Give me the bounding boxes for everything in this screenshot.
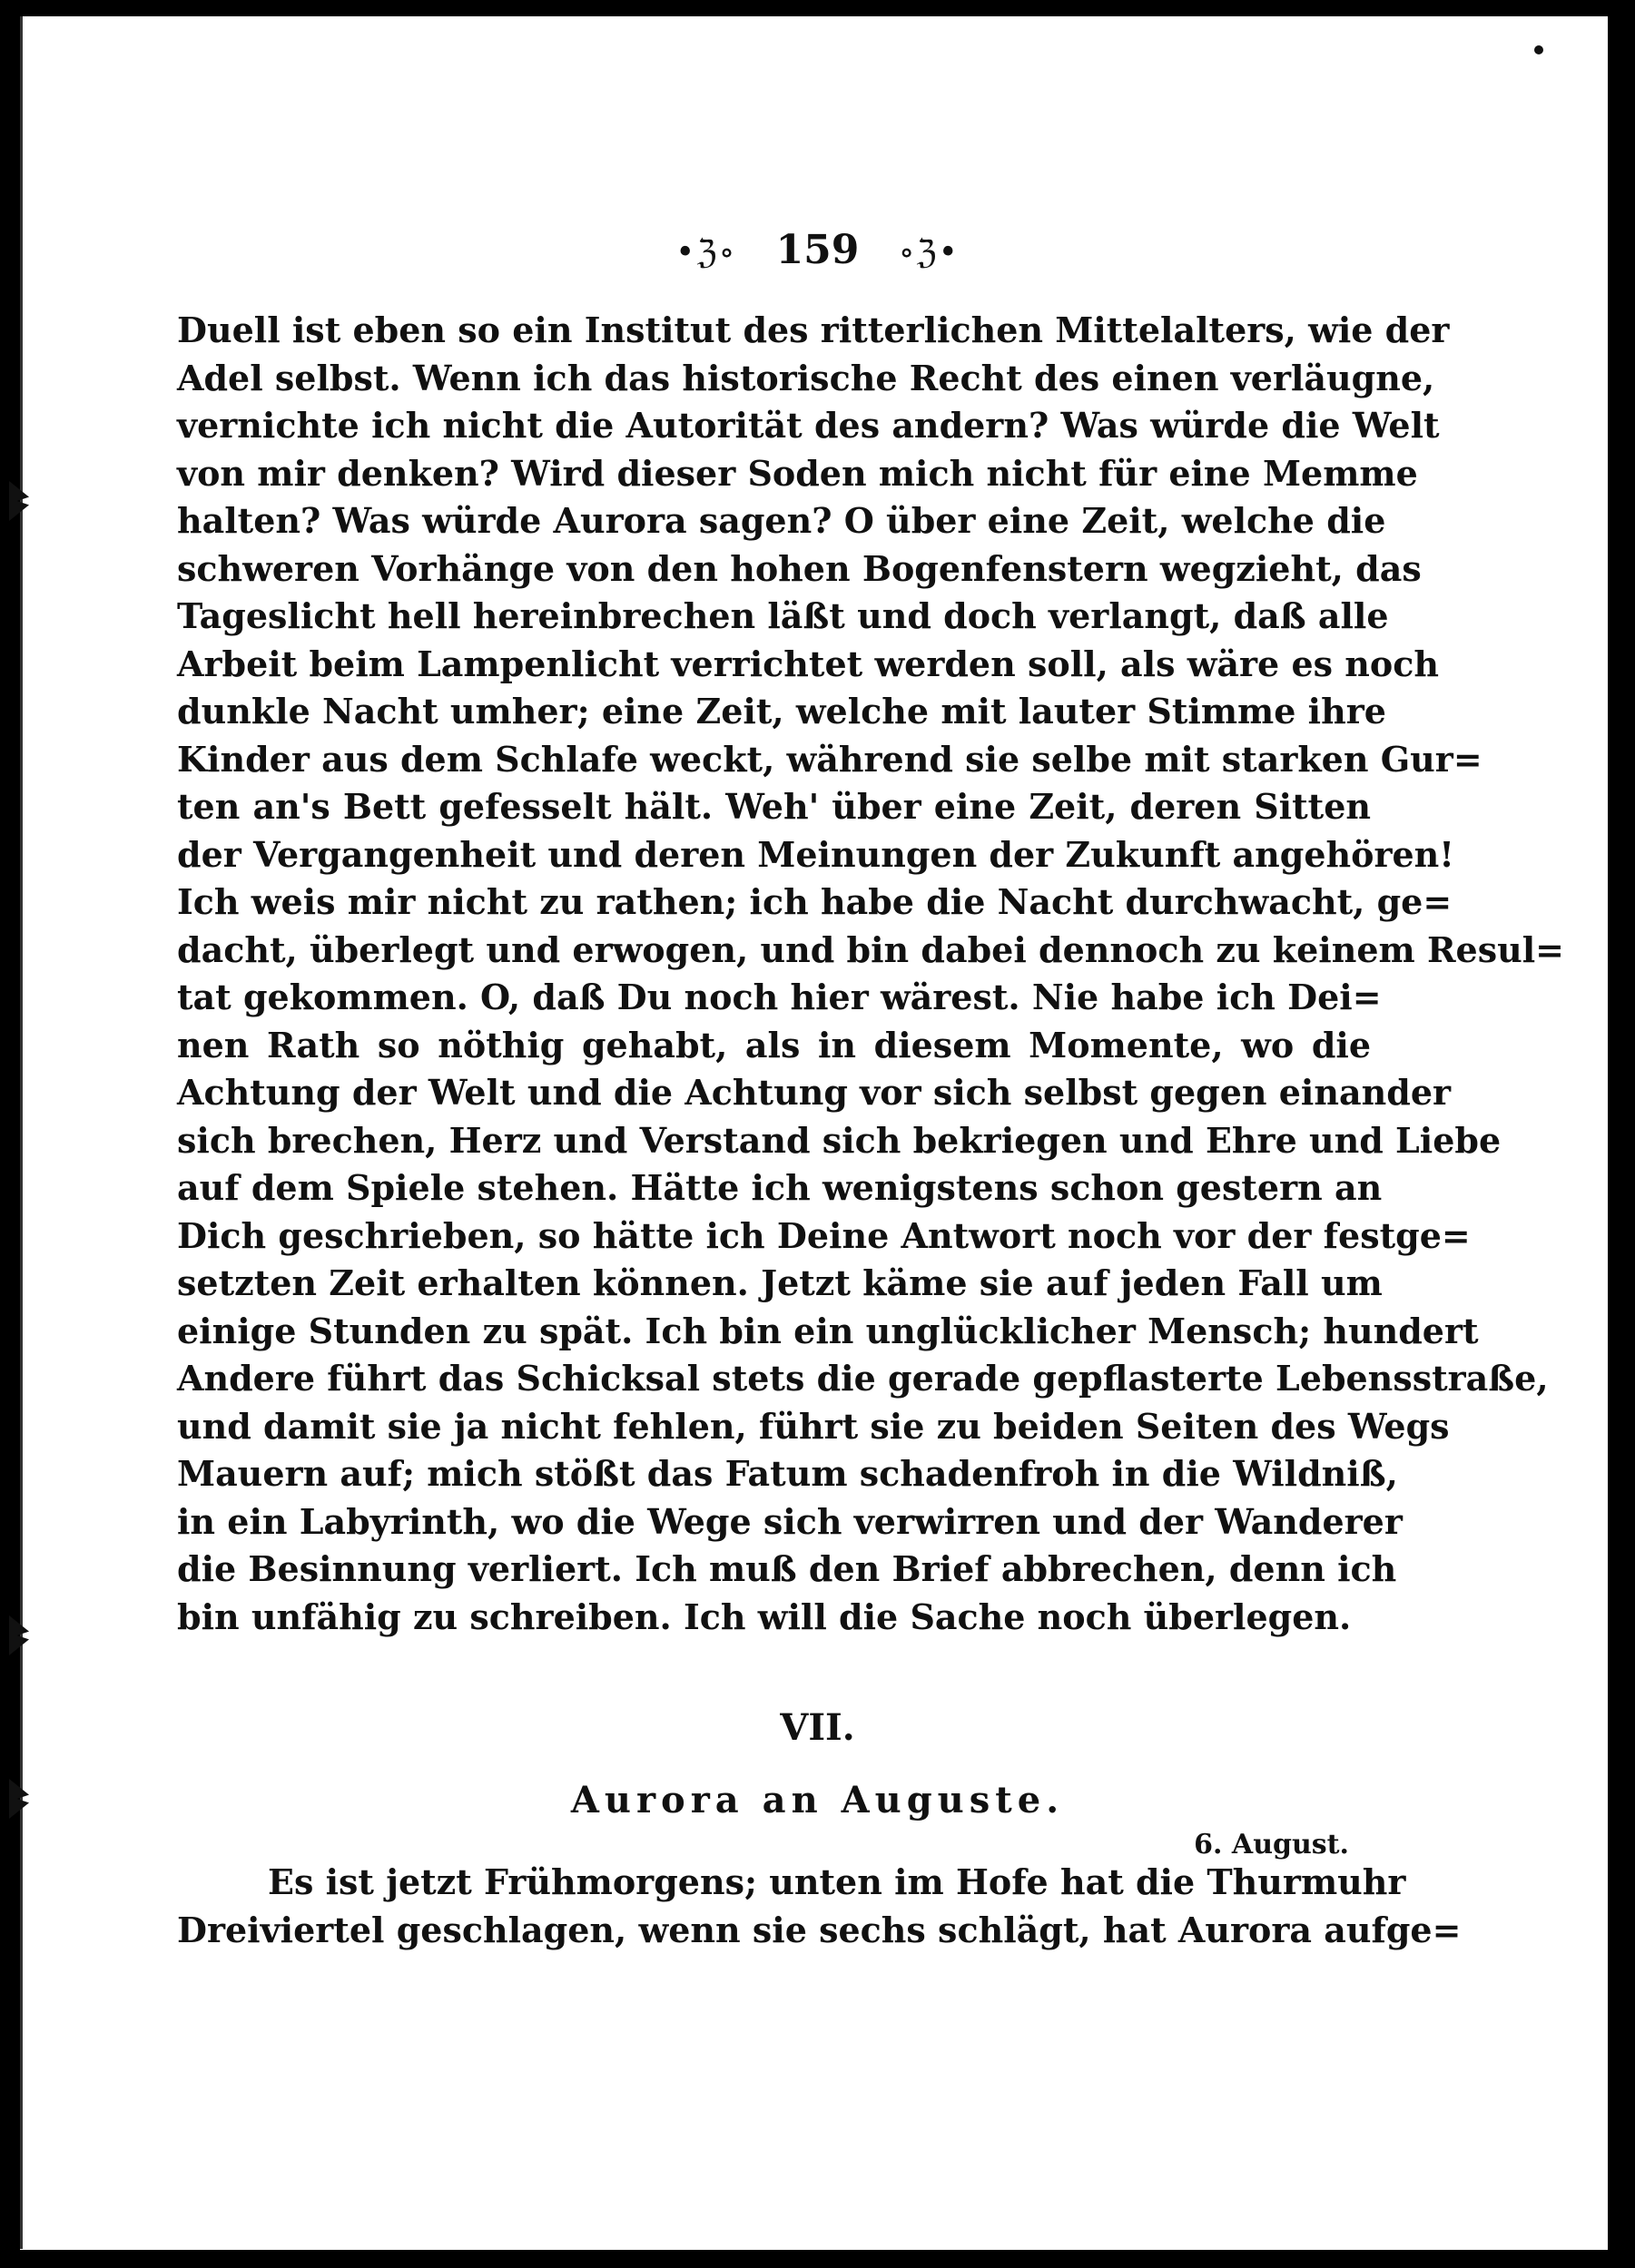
text-line: von mir denken? Wird dieser Soden mich nicht für eine Memme	[177, 452, 1418, 494]
section-title: Aurora an Auguste.	[570, 1779, 1065, 1821]
scan-border-right	[1608, 0, 1635, 2268]
text-line: Es ist jetzt Frühmorgens; unten im Hofe hat die Thurmuhr	[268, 1861, 1406, 1902]
text-line: die Besinnung verliert. Ich muß den Brief abbrechen, denn ich	[177, 1548, 1397, 1589]
text-line: sich brechen, Herz und Verstand sich bekriegen und Ehre und Liebe	[177, 1119, 1502, 1161]
text-line: auf dem Spiele stehen. Hätte ich wenigstens schon gestern an	[177, 1167, 1383, 1208]
text-line: setzten Zeit erhalten können. Jetzt käme sie auf jeden Fall um	[177, 1262, 1383, 1303]
text-line: in ein Labyrinth, wo die Wege sich verwirren und der Wanderer	[177, 1500, 1403, 1542]
page-header	[0, 227, 1635, 273]
letter-dateline: 6. August.	[1194, 1829, 1349, 1861]
letter-body-text	[177, 1859, 1462, 1954]
text-line: der Vergangenheit und deren Meinungen der Zukunft angehören!	[177, 833, 1454, 875]
text-line: bin unfähig zu schreiben. Ich will die Sache noch überlegen.	[177, 1595, 1352, 1637]
scan-border-bottom	[0, 2250, 1635, 2268]
scan-border-top	[0, 0, 1635, 16]
binding-edge-line	[20, 16, 23, 2249]
scan-border-left	[0, 0, 20, 2268]
body-text	[177, 307, 1565, 1641]
text-line: halten? Was würde Aurora sagen? O über eine Zeit, welche die	[177, 500, 1386, 541]
text-line: Ich weis mir nicht zu rathen; ich habe die Nacht durchwacht, ge=	[177, 881, 1453, 922]
text-line: Adel selbst. Wenn ich das historische Recht des einen verläugne,	[177, 357, 1435, 398]
text-line: Duell ist eben so ein Institut des ritterlichen Mittelalters, wie der	[177, 309, 1450, 350]
text-line: schweren Vorhänge von den hohen Bogenfenstern wegzieht, das	[177, 547, 1422, 589]
scan-speck	[1534, 45, 1543, 54]
header-ornament-right: ∘ℨ•	[898, 234, 960, 271]
text-line: nen Rath so nöthig gehabt, als in diesem Momente, wo die	[177, 1024, 1371, 1065]
text-line: vernichte ich nicht die Autorität des andern? Was würde die Welt	[177, 405, 1440, 446]
page-number: 159	[775, 227, 860, 273]
section-number: VII.	[780, 1706, 855, 1749]
text-line: Tageslicht hell hereinbrechen läßt und doch verlangt, daß alle	[177, 595, 1389, 636]
text-line: und damit sie ja nicht fehlen, führt sie zu beiden Seiten des Wegs	[177, 1405, 1450, 1447]
text-line: Dich geschrieben, so hätte ich Deine Antwort noch vor der festge=	[177, 1214, 1471, 1256]
text-line: tat gekommen. O, daß Du noch hier wärest. Nie habe ich Dei=	[177, 977, 1382, 1017]
text-line: einige Stunden zu spät. Ich bin ein unglücklicher Mensch; hundert	[177, 1310, 1479, 1351]
text-line: Mauern auf; mich stößt das Fatum schadenfroh in die Wildniß,	[177, 1453, 1398, 1494]
text-line: dunkle Nacht umher; eine Zeit, welche mit lauter Stimme ihre	[177, 691, 1386, 731]
text-line: dacht, überlegt und erwogen, und bin dabei dennoch zu keinem Resul=	[177, 928, 1565, 970]
text-line: Dreiviertel geschlagen, wenn sie sechs schlägt, hat Aurora aufge=	[177, 1909, 1462, 1950]
text-line: Kinder aus dem Schlafe weckt, während sie selbe mit starken Gur=	[177, 738, 1482, 780]
text-line: Achtung der Welt und die Achtung vor sich selbst gegen einander	[177, 1072, 1452, 1113]
text-line: Andere führt das Schicksal stets die gerade gepflasterte Lebensstraße,	[177, 1358, 1549, 1399]
text-line: Arbeit beim Lampenlicht verrichtet werden soll, als wäre es noch	[177, 643, 1440, 684]
text-line: ten an's Bett gefesselt hält. Weh' über eine Zeit, deren Sitten	[177, 786, 1371, 827]
header-ornament-left: •ℨ∘	[675, 234, 737, 271]
